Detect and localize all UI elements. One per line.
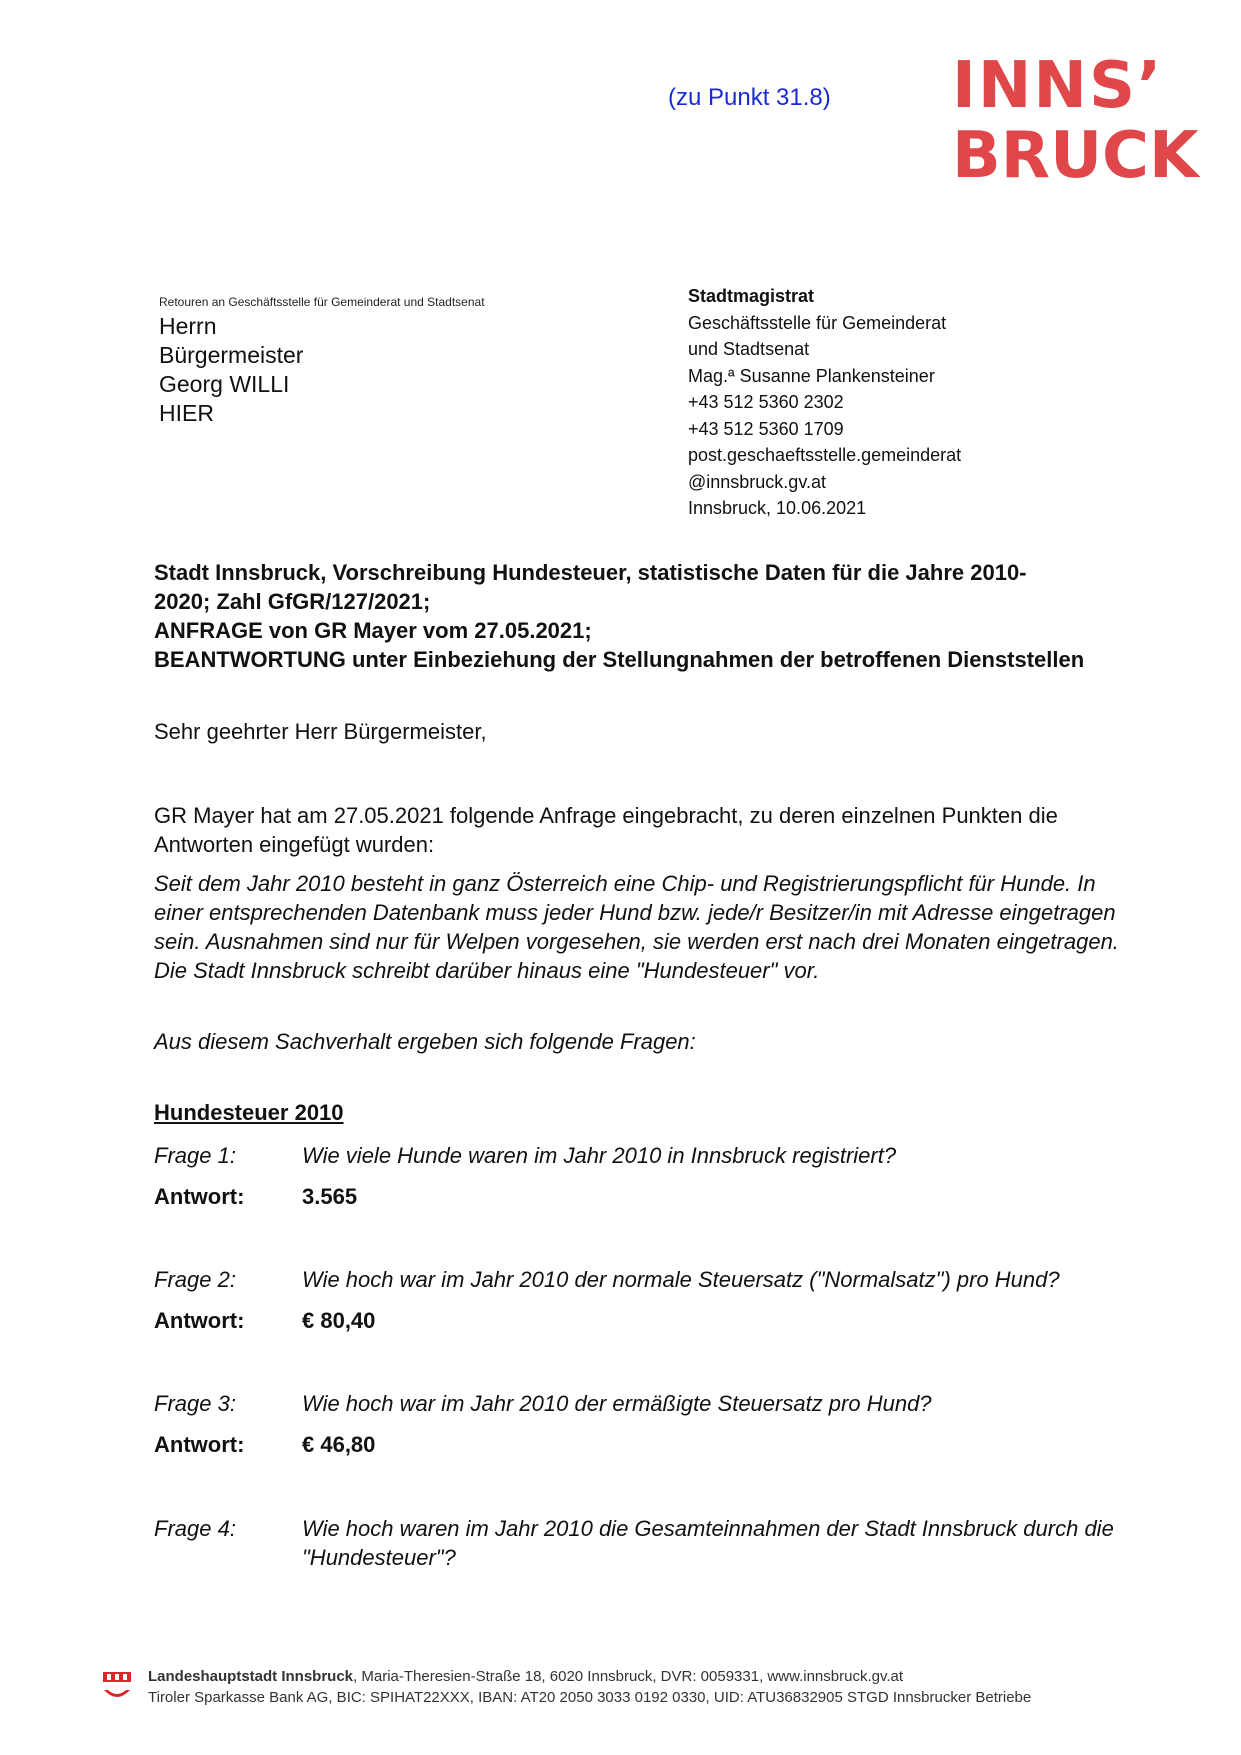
footer	[102, 1664, 1202, 1724]
return-address-line: Retouren an Geschäftsstelle für Gemeinderat und Stadtsenat	[159, 295, 485, 309]
salutation: Sehr geehrter Herr Bürgermeister,	[154, 719, 487, 744]
answer-text: 3.565	[302, 1184, 358, 1209]
footer-address: , Maria-Theresien-Straße 18, 6020 Innsbruck, DVR: 0059331, www.innsbruck.gv.at	[353, 1668, 904, 1685]
question-text: Wie hoch war im Jahr 2010 der normale Steuersatz ("Normalsatz") pro Hund?	[302, 1267, 1060, 1292]
sender-department: und Stadtsenat	[688, 339, 810, 359]
recipient-line: Georg WILLI	[159, 371, 290, 397]
qa-item	[154, 1514, 1139, 1572]
clerk-name: Mag.ª Susanne Plankensteiner	[688, 365, 935, 386]
answer-text: € 46,80	[302, 1432, 376, 1457]
agenda-reference: (zu Punkt 31.8)	[668, 84, 831, 111]
subject-line: 2020; Zahl GfGR/127/2021;	[154, 589, 431, 614]
recipient-line: HIER	[159, 400, 214, 426]
logo-line-1: INNS’	[952, 49, 1164, 123]
question-text: Wie viele Hunde waren im Jahr 2010 in Innsbruck registriert?	[302, 1143, 897, 1168]
recipient-address	[159, 312, 303, 428]
inquiry-lead-in: Aus diesem Sachverhalt ergeben sich folgende Fragen:	[154, 1029, 696, 1054]
footer-org: Landeshauptstadt Innsbruck	[148, 1668, 354, 1685]
sender-office: Stadtmagistrat	[688, 286, 815, 306]
qa-item	[154, 1141, 1139, 1211]
question-label: Frage 4:	[154, 1516, 236, 1541]
question-label: Frage 3:	[154, 1391, 236, 1416]
answer-label: Antwort:	[154, 1184, 245, 1209]
logo-line-2: BRUCK	[952, 119, 1199, 193]
question-text: Wie hoch war im Jahr 2010 der ermäßigte Steuersatz pro Hund?	[302, 1391, 932, 1416]
place-date: Innsbruck, 10.06.2021	[688, 498, 867, 518]
recipient-line: Herrn	[159, 313, 217, 339]
answer-label: Antwort:	[154, 1308, 245, 1333]
inquiry-quote: Seit dem Jahr 2010 besteht in ganz Österreich eine Chip- und Registrierungspflicht für Hunde. In einer entsprechenden Datenbank muss jeder Hund bzw. jede/r Besitzer/in mit Adresse eingetragen sein. Ausnahmen sind nur für Welpen vorgesehen, sie werden erst nach drei Monaten eingetragen. Die Stadt Innsbruck schreibt darüber hinaus eine "Hundesteuer" vor.	[154, 871, 1119, 983]
subject-line: Stadt Innsbruck, Vorschreibung Hundesteuer, statistische Daten für die Jahre 2010-	[154, 560, 1027, 585]
intro-paragraph: GR Mayer hat am 27.05.2021 folgende Anfrage eingebracht, zu deren einzelnen Punkten die Antworten eingefügt wurden:	[154, 803, 1058, 857]
answer-label: Antwort:	[154, 1432, 245, 1457]
subject-line: ANFRAGE von GR Mayer vom 27.05.2021;	[154, 618, 592, 643]
footer-bank-line: Tiroler Sparkasse Bank AG, BIC: SPIHAT22XXX, IBAN: AT20 2050 3033 0192 0330, UID: ATU36832905 STGD Innsbrucker Betriebe	[148, 1689, 1032, 1706]
section-heading: Hundesteuer 2010	[154, 1100, 344, 1125]
subject-line: BEANTWORTUNG unter Einbeziehung der Stellungnahmen der betroffenen Dienststellen	[154, 647, 1085, 672]
city-emblem-icon	[102, 1670, 132, 1706]
phone-number: +43 512 5360 2302	[688, 392, 844, 412]
qa-item	[154, 1389, 1139, 1459]
email-address-domain[interactable]: @innsbruck.gv.at	[688, 471, 826, 492]
qa-item	[154, 1265, 1139, 1335]
fax-number: +43 512 5360 1709	[688, 418, 844, 439]
question-label: Frage 1:	[154, 1143, 236, 1168]
innsbruck-logo	[952, 49, 1199, 193]
email-address[interactable]: post.geschaeftsstelle.gemeinderat	[688, 445, 962, 465]
recipient-line: Bürgermeister	[159, 342, 304, 368]
question-text: Wie hoch waren im Jahr 2010 die Gesamteinnahmen der Stadt Innsbruck durch die "Hundesteuer"?	[302, 1516, 1114, 1570]
subject	[154, 558, 1134, 674]
question-label: Frage 2:	[154, 1267, 236, 1292]
footer-address-line	[148, 1668, 903, 1685]
sender-department: Geschäftsstelle für Gemeinderat	[688, 312, 947, 333]
answer-text: € 80,40	[302, 1308, 376, 1333]
